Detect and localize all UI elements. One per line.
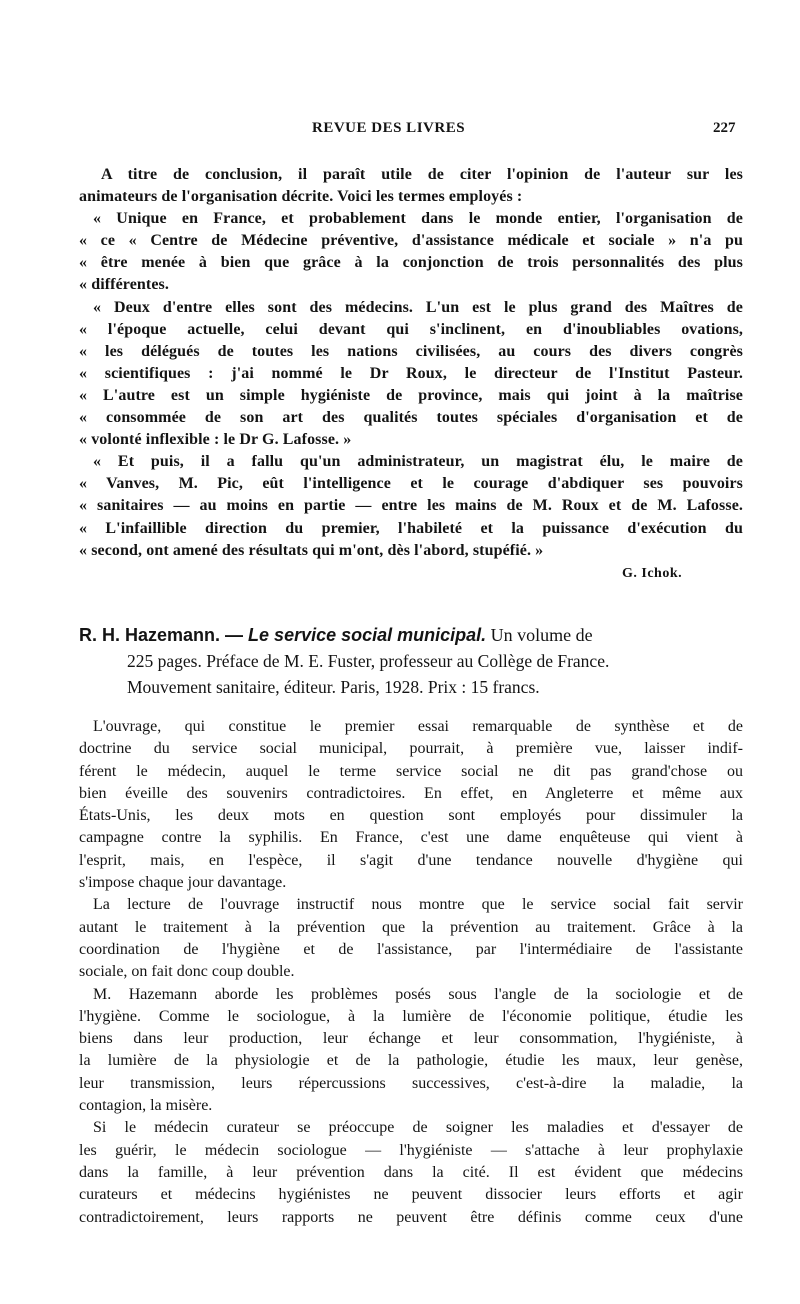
text-line: l'esprit, mais, en l'espèce, il s'agit d'une tendance nouvelle d'hygiène qui xyxy=(79,851,743,869)
text-line: « volonté inflexible : le Dr G. Lafosse. » xyxy=(79,431,352,449)
review-body xyxy=(79,716,743,1229)
text-line: s'impose chaque jour davantage. xyxy=(79,874,287,892)
text-line: doctrine du service social municipal, pourrait, à première vue, laisser indif- xyxy=(79,740,743,758)
review-publication-details: 225 pages. Préface de M. E. Fuster, professeur au Collège de France. xyxy=(127,651,610,671)
text-line: campagne contre la syphilis. En France, c'est une dame enquêteuse qui vient à xyxy=(79,829,743,847)
text-line: « scientifiques : j'ai nommé le Dr Roux, le directeur de l'Institut Pasteur. xyxy=(79,364,743,382)
review-heading-line xyxy=(79,622,743,648)
text-line: autant le traitement à la prévention que la prévention au traitement. Grâce à la xyxy=(79,918,743,936)
review-book-title: Le service social municipal. xyxy=(248,625,487,645)
review-heading xyxy=(79,622,743,700)
text-line: contradictoirement, leurs rapports ne peuvent être définis comme ceux d'une xyxy=(79,1208,743,1226)
running-title: REVUE DES LIVRES xyxy=(312,120,466,136)
text-line: sociale, on fait donc coup double. xyxy=(79,963,295,981)
text-line: « ce « Centre de Médecine préventive, d'assistance médicale et sociale » n'a pu xyxy=(79,232,743,250)
text-line: les guérir, le médecin sociologue — l'hygiéniste — s'attache à leur prophylaxie xyxy=(79,1141,743,1159)
text-line: M. Hazemann aborde les problèmes posés sous l'angle de la sociologie et de xyxy=(93,985,743,1003)
text-line: la lumière de la physiologie et de la pathologie, étudie les maux, leur genèse, xyxy=(79,1052,743,1070)
text-line: « Vanves, M. Pic, eût l'intelligence et le courage d'abdiquer ses pouvoirs xyxy=(79,475,743,493)
page-number: 227 xyxy=(713,120,736,136)
review-publisher-price: Mouvement sanitaire, éditeur. Paris, 1928. Prix : 15 francs. xyxy=(127,677,540,697)
text-line: L'ouvrage, qui constitue le premier essai remarquable de synthèse et de xyxy=(93,718,743,735)
text-line: « différentes. xyxy=(79,276,169,294)
text-line: bien éveille des souvenirs contradictoires. En effet, en Angleterre et même aux xyxy=(79,784,743,802)
text-line: contagion, la misère. xyxy=(79,1097,213,1115)
text-line: « Deux d'entre elles sont des médecins. L'un est le plus grand des Maîtres de xyxy=(93,298,743,316)
previous-review-conclusion xyxy=(79,164,743,562)
text-line: « sanitaires — au moins en partie — entre les mains de M. Roux et de M. Lafosse. xyxy=(79,497,743,515)
text-line: La lecture de l'ouvrage instructif nous montre que le service social fait servir xyxy=(93,896,743,914)
page-header xyxy=(0,120,800,142)
text-line: Si le médecin curateur se préoccupe de soigner les maladies et d'essayer de xyxy=(93,1119,743,1137)
reviewer-signature: G. Ichok. xyxy=(622,566,683,581)
text-line: leur transmission, leurs répercussions successives, c'est-à-dire la maladie, la xyxy=(79,1074,743,1092)
text-line: biens dans leur production, leur échange et leur consommation, l'hygiéniste, à xyxy=(79,1030,743,1048)
text-line: États-Unis, les deux mots en question sont employés pour dissimuler la xyxy=(79,807,743,825)
text-line: « Unique en France, et probablement dans le monde entier, l'organisation de xyxy=(93,210,743,228)
text-line: « les délégués de toutes les nations civilisées, au cours des divers congrès xyxy=(79,342,743,360)
text-line: dans la famille, à leur prévention dans la cité. Il est évident que médecins xyxy=(79,1163,743,1181)
text-line: « l'époque actuelle, celui devant qui s'inclinent, en d'inoubliables ovations, xyxy=(79,320,743,338)
text-line: « consommée de son art des qualités toutes spéciales d'organisation et de xyxy=(79,409,743,427)
text-line: A titre de conclusion, il paraît utile de citer l'opinion de l'auteur sur les xyxy=(101,166,743,183)
review-heading-rest: Un volume de xyxy=(486,625,593,645)
text-line: curateurs et médecins hygiénistes ne peuvent dissocier leurs efforts et agir xyxy=(79,1186,743,1204)
text-line: l'hygiène. Comme le sociologue, à la lumière de l'économie politique, étudie les xyxy=(79,1007,743,1025)
text-line: « Et puis, il a fallu qu'un administrateur, un magistrat élu, le maire de xyxy=(93,453,743,471)
text-line: « être menée à bien que grâce à la conjonction de trois personnalités des plus xyxy=(79,254,743,272)
text-line: animateurs de l'organisation décrite. Voici les termes employés : xyxy=(79,188,523,206)
text-line: férent le médecin, auquel le terme service social ne dit pas grand'chose ou xyxy=(79,762,743,780)
review-author: R. H. Hazemann. xyxy=(79,625,221,645)
text-line: « L'autre est un simple hygiéniste de province, mais qui joint à la maîtrise xyxy=(79,386,743,404)
text-line: « L'infaillible direction du premier, l'habileté et la puissance d'exécution du xyxy=(79,519,743,537)
heading-dash: — xyxy=(220,625,249,645)
text-line: « second, ont amené des résultats qui m'ont, dès l'abord, stupéfié. » xyxy=(79,541,544,559)
text-line: coordination de l'hygiène et de l'assistance, par l'intermédiaire de l'assistante xyxy=(79,940,743,958)
